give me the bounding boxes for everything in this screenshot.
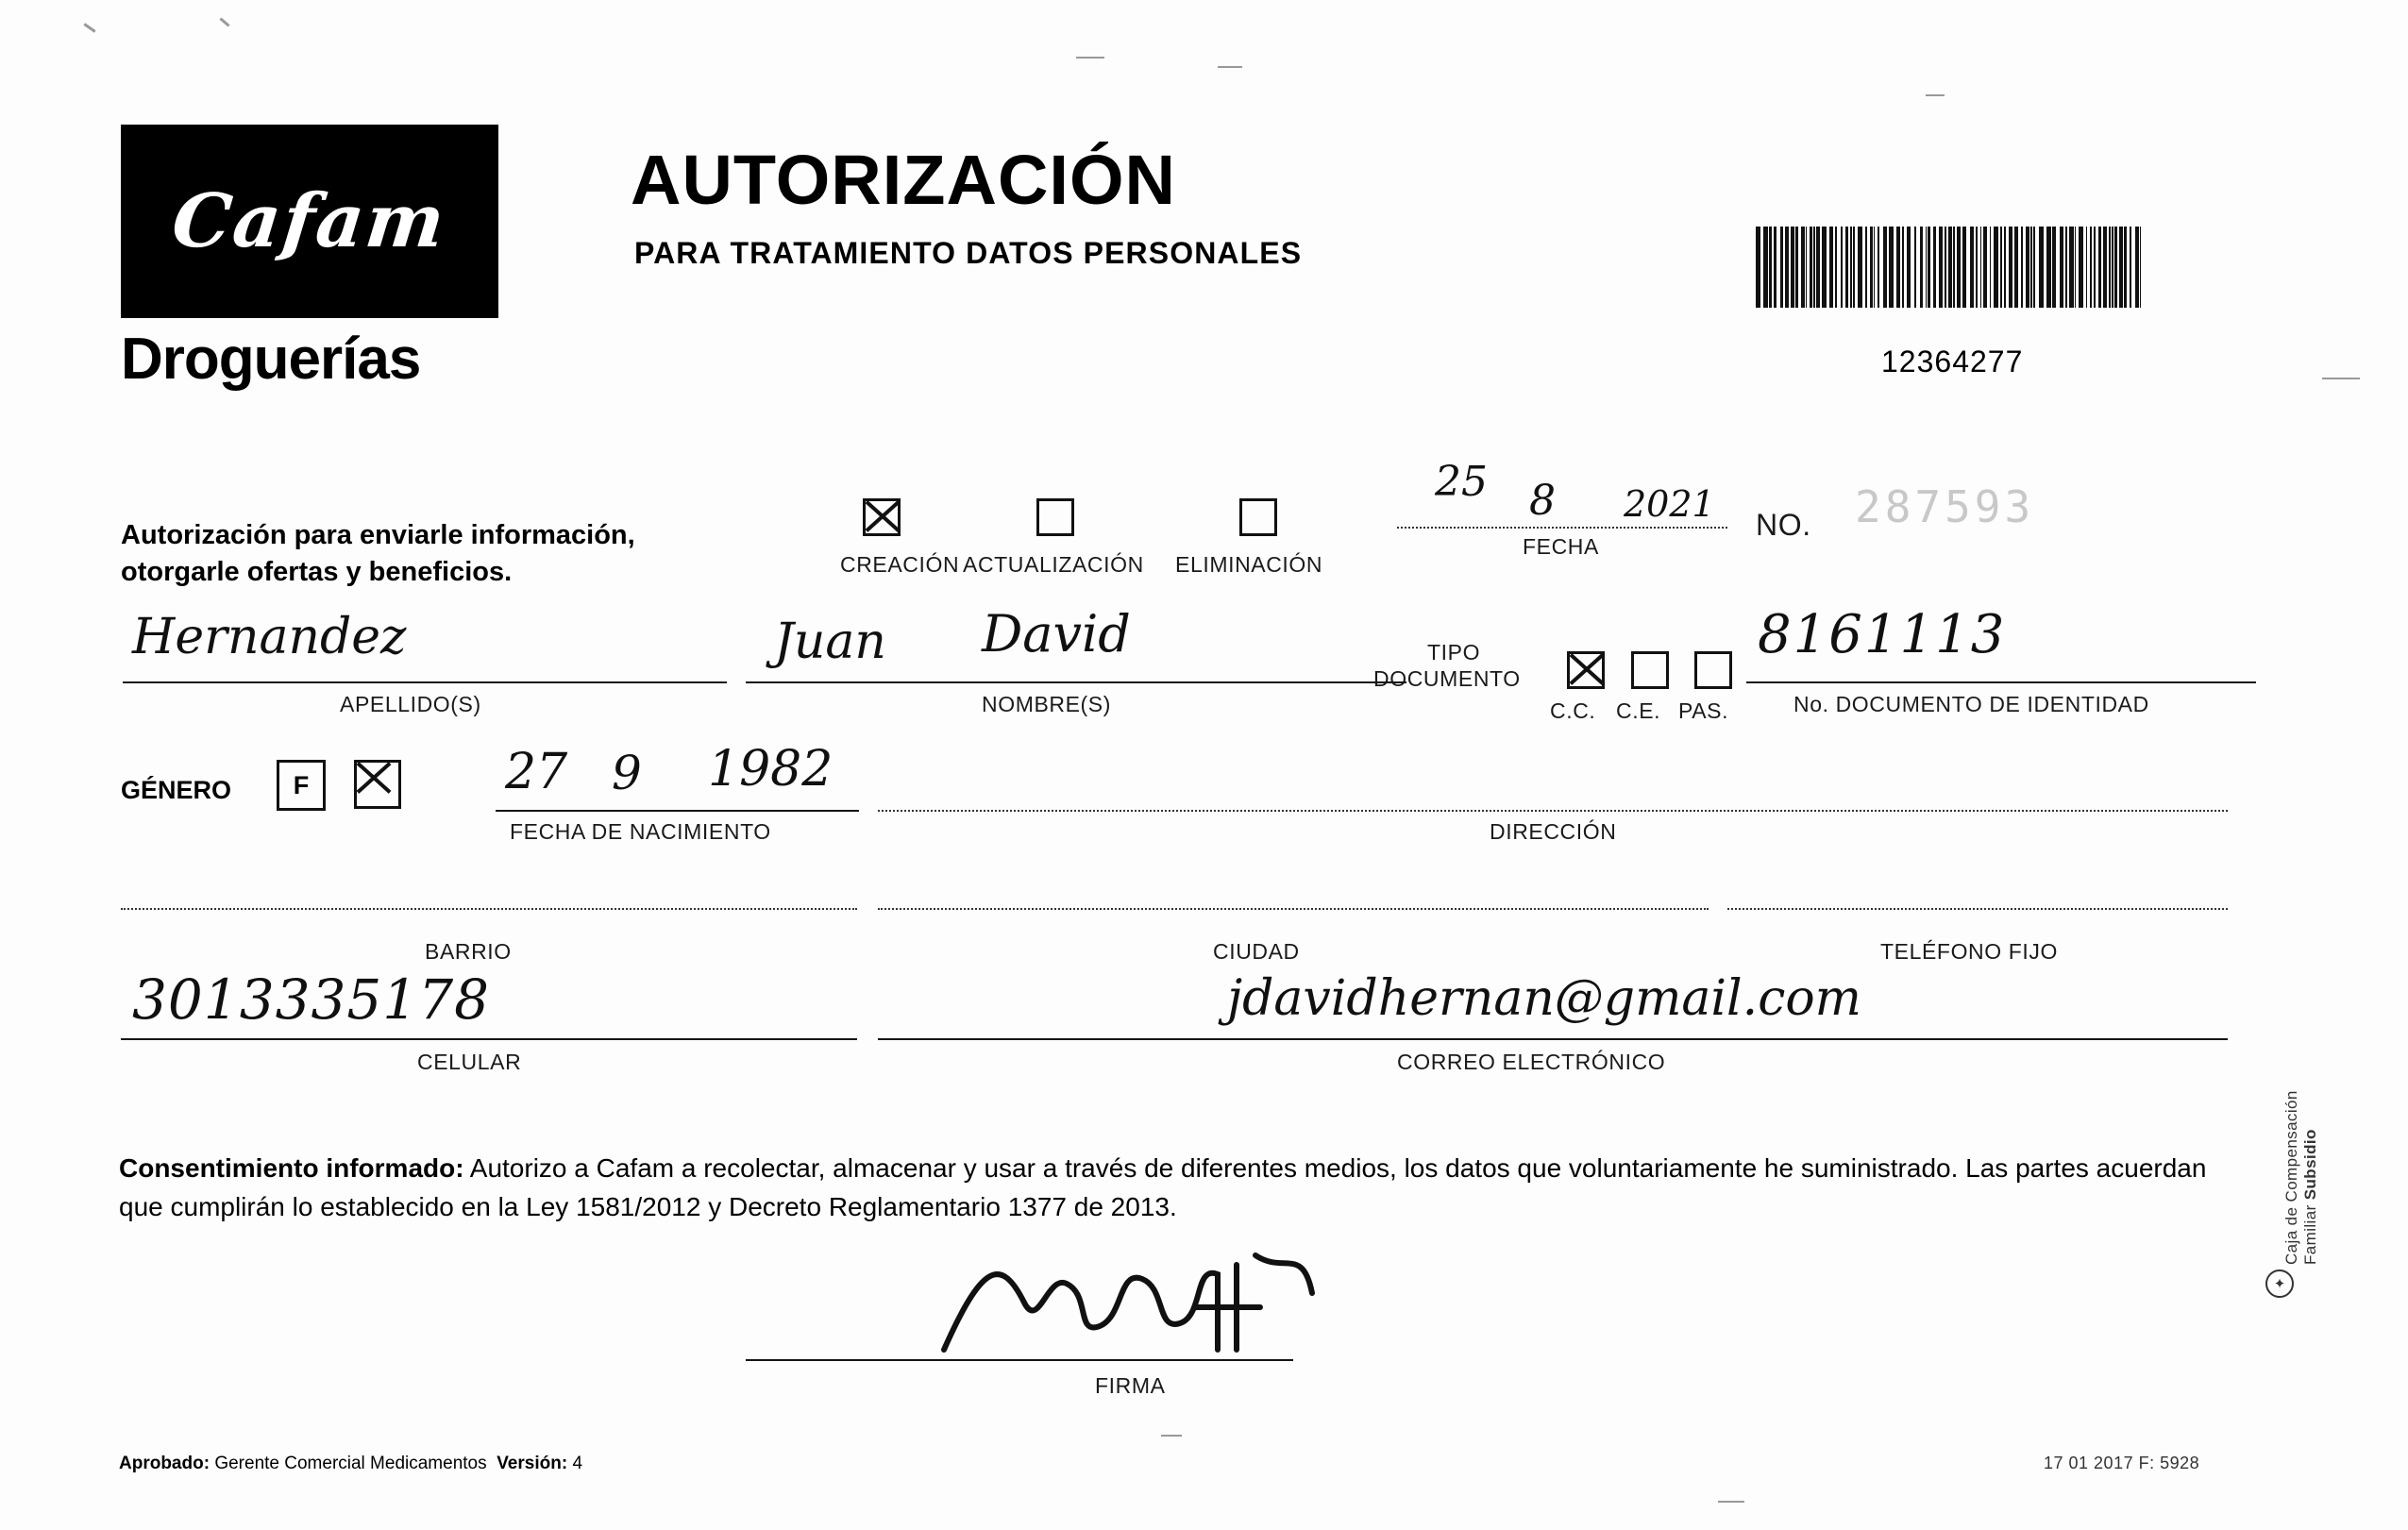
nacimiento-label: FECHA DE NACIMIENTO [510, 819, 771, 844]
fecha-day-value: 25 [1435, 458, 1488, 506]
apellido-value: Hernandez [132, 609, 407, 665]
scan-speck [2322, 378, 2360, 379]
telefono-underline [1727, 908, 2228, 910]
consent-bold-label: Consentimiento informado: [119, 1153, 464, 1183]
genero-m-box[interactable] [354, 760, 401, 814]
scan-speck [83, 23, 95, 32]
cafam-logo-text: Cafam [168, 178, 451, 264]
nacimiento-month: 9 [612, 746, 642, 800]
checkbox-creacion[interactable] [863, 498, 901, 536]
checkbox-actualizacion[interactable] [1036, 498, 1074, 536]
checkbox-cc[interactable] [1567, 651, 1605, 689]
droguerias-label: Droguerías [121, 327, 421, 392]
correo-label: CORREO ELECTRÓNICO [1397, 1050, 1666, 1074]
nombre-value-2: David [982, 604, 1131, 664]
footer-side-brand: Subsidio [2301, 1129, 2319, 1201]
footer-side-caja: Caja de Compensación Familiar [2282, 1090, 2319, 1265]
scan-speck [1218, 66, 1242, 68]
barrio-underline [121, 908, 857, 910]
footer-side-text [2282, 1048, 2320, 1265]
genero-label: GÉNERO [121, 776, 232, 804]
fecha-month-value: 8 [1529, 477, 1556, 525]
option-creacion[interactable] [840, 498, 959, 578]
footer-version-label: Versión: [497, 1454, 568, 1473]
checkbox-ce[interactable] [1631, 651, 1669, 689]
doc-type-pas[interactable] [1694, 651, 1732, 694]
option-creacion-label: CREACIÓN [840, 552, 960, 577]
page-title: AUTORIZACIÓN [631, 141, 1176, 219]
subsidio-logo-icon: ✦ [2265, 1269, 2294, 1298]
checkbox-pas[interactable] [1694, 651, 1732, 689]
scan-speck [219, 17, 229, 26]
doc-type-pas-label: PAS. [1678, 698, 1729, 723]
scan-speck [1161, 1435, 1182, 1437]
scan-speck [1076, 57, 1104, 59]
signature-mark [935, 1236, 1331, 1369]
celular-underline [121, 1038, 857, 1040]
firma-underline [746, 1359, 1293, 1361]
checkbox-eliminacion[interactable] [1239, 498, 1277, 536]
doc-number-value: 8161113 [1758, 604, 2007, 665]
ciudad-label: CIUDAD [1213, 939, 1300, 964]
direccion-underline [878, 810, 2228, 812]
scan-speck [1718, 1501, 1744, 1503]
fecha-year-value: 2021 [1624, 483, 1715, 525]
option-actualizacion[interactable] [963, 498, 1144, 578]
footer-code: 17 01 2017 F: 5928 [2044, 1454, 2200, 1472]
checkbox-genero-m[interactable] [354, 760, 401, 809]
doc-type-cc[interactable] [1567, 651, 1605, 694]
nombre-value-1: Juan [774, 614, 886, 670]
option-actualizacion-label: ACTUALIZACIÓN [963, 552, 1144, 577]
authorization-intro [121, 517, 772, 591]
celular-label: CELULAR [417, 1050, 522, 1074]
scan-speck [1926, 94, 1945, 96]
doc-type-ce[interactable] [1631, 651, 1669, 694]
barcode-number: 12364277 [1881, 345, 2024, 378]
fecha-label: FECHA [1523, 534, 1599, 559]
footer-aprobado-label: Aprobado: [119, 1454, 210, 1473]
apellido-underline [123, 681, 727, 683]
nacimiento-underline [496, 810, 859, 812]
nacimiento-day: 27 [505, 744, 568, 800]
barcode-icon [1756, 227, 2145, 308]
no-value: 287593 [1855, 481, 2035, 532]
tipo-documento-label-1: TIPO [1427, 640, 1481, 664]
doc-number-underline [1746, 681, 2256, 683]
telefono-label: TELÉFONO FIJO [1880, 939, 2058, 964]
footer-approval [119, 1454, 582, 1474]
authorization-intro-line1: Autorización para enviarle información, [121, 520, 635, 550]
footer-version-value: 4 [572, 1454, 583, 1473]
barrio-label: BARRIO [425, 939, 512, 964]
direccion-label: DIRECCIÓN [1490, 819, 1617, 844]
authorization-intro-line2: otorgarle ofertas y beneficios. [121, 557, 513, 588]
correo-underline [878, 1038, 2228, 1040]
consent-text: Autorizo a Cafam a recolectar, almacenar y usar a través de diferentes medios, los datos que voluntariamente he suministrado. Las partes acuerdan que cumplirán lo establecido en la Ley 1581/2012 y Decreto Reglamentario 1377 de 2013. [119, 1153, 2207, 1221]
consent-paragraph [119, 1150, 2243, 1226]
celular-value: 3013335178 [132, 967, 491, 1032]
doc-type-cc-label: C.C. [1550, 698, 1596, 723]
apellido-label: APELLIDO(S) [340, 692, 481, 716]
firma-label: FIRMA [1095, 1373, 1166, 1398]
nombre-label: NOMBRE(S) [982, 692, 1112, 716]
ciudad-underline [878, 908, 1709, 910]
page-subtitle: PARA TRATAMIENTO DATOS PERSONALES [634, 236, 1303, 270]
correo-value: jdavidhernan@gmail.com [1227, 970, 1861, 1027]
fecha-underline [1397, 527, 1727, 529]
footer-aprobado-value: Gerente Comercial Medicamentos [214, 1454, 487, 1473]
genero-f-box[interactable]: F [277, 760, 326, 811]
doc-type-ce-label: C.E. [1616, 698, 1661, 723]
cafam-logo [121, 125, 498, 318]
tipo-documento-label-2: DOCUMENTO [1373, 666, 1521, 691]
option-eliminacion[interactable] [1175, 498, 1322, 578]
doc-number-label: No. DOCUMENTO DE IDENTIDAD [1793, 692, 2149, 716]
nacimiento-year: 1982 [708, 741, 834, 798]
option-eliminacion-label: ELIMINACIÓN [1175, 552, 1323, 577]
nombre-underline [746, 681, 1406, 683]
no-label: NO. [1756, 508, 1811, 542]
